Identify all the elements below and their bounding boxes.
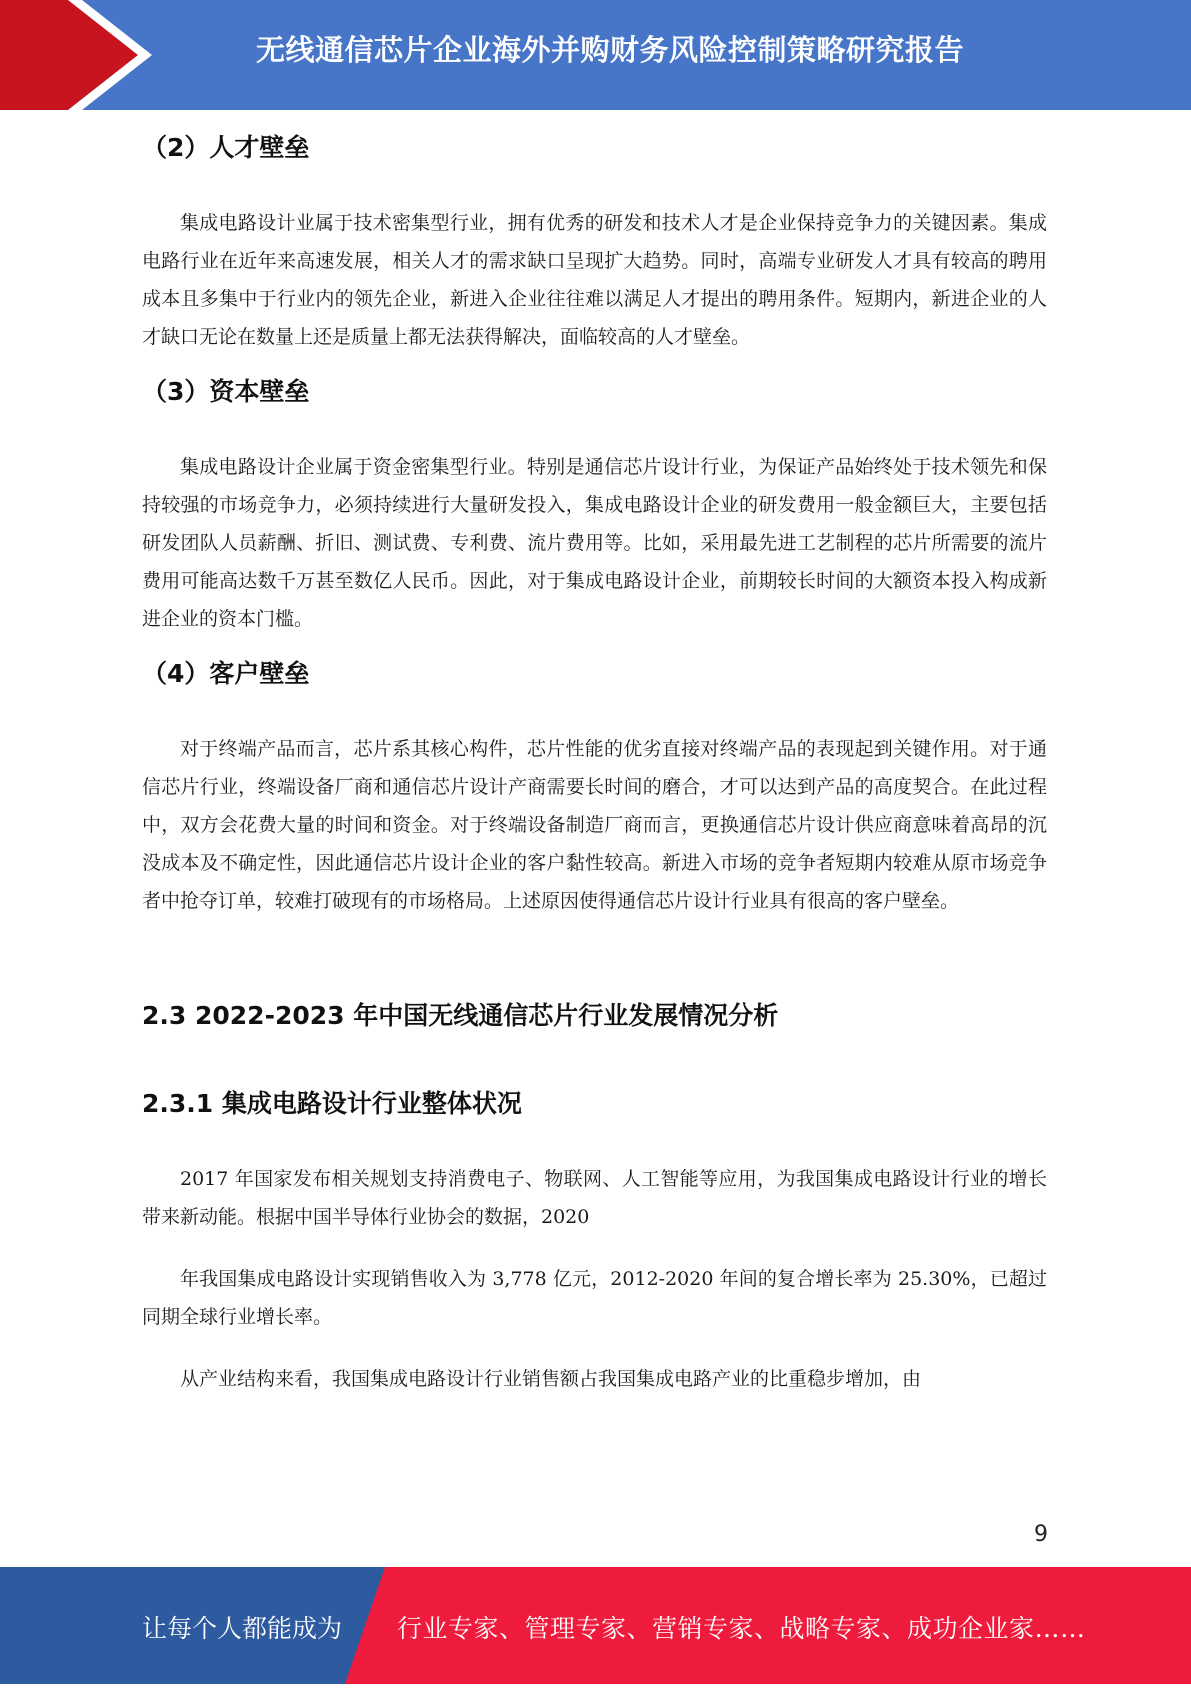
heading-capital-barrier: （3）资本壁垒 <box>142 377 310 406</box>
page-content <box>142 118 1047 1398</box>
paragraph-ic-design-2: 年我国集成电路设计实现销售收入为 3,778 亿元，2012-2020 年间的复合增长率为 25.30%，已超过同期全球行业增长率。 <box>142 1268 1047 1328</box>
paragraph-ic-design-1: 2017 年国家发布相关规划支持消费电子、物联网、人工智能等应用，为我国集成电路设计行业的增长带来新动能。根据中国半导体行业协会的数据，2020 <box>142 1168 1047 1228</box>
page-footer <box>0 1567 1191 1684</box>
footer-slogan-right: 行业专家、管理专家、营销专家、战略专家、成功企业家…… <box>397 1614 1086 1643</box>
page-header <box>0 0 1191 110</box>
heading-customer-barrier: （4）客户壁垒 <box>142 659 310 688</box>
report-title: 无线通信芯片企业海外并购财务风险控制策略研究报告 <box>255 33 964 67</box>
heading-talent-barrier: （2）人才壁垒 <box>142 133 310 162</box>
section-heading-2-3: 2.3 2022-2023 年中国无线通信芯片行业发展情况分析 <box>142 1001 779 1030</box>
paragraph-talent-barrier: 集成电路设计业属于技术密集型行业，拥有优秀的研发和技术人才是企业保持竞争力的关键因素。集成电路行业在近年来高速发展，相关人才的需求缺口呈现扩大趋势。同时，高端专业研发人才具有较高的聘用成本且多集中于行业内的领先企业，新进入企业往往难以满足人才提出的聘用条件。短期内，新进企业的人才缺口无论在数量上还是质量上都无法获得解决，面临较高的人才壁垒。 <box>142 212 1047 348</box>
header-chevron-decoration <box>0 0 200 110</box>
paragraph-capital-barrier: 集成电路设计企业属于资金密集型行业。特别是通信芯片设计行业，为保证产品始终处于技术领先和保持较强的市场竞争力，必须持续进行大量研发投入，集成电路设计企业的研发费用一般金额巨大，主要包括研发团队人员薪酬、折旧、测试费、专利费、流片费用等。比如，采用最先进工艺制程的芯片所需要的流片费用可能高达数千万甚至数亿人民币。因此，对于集成电路设计企业，前期较长时间的大额资本投入构成新进企业的资本门槛。 <box>142 456 1047 630</box>
footer-slogan-left: 让每个人都能成为 <box>142 1614 343 1643</box>
section-heading-2-3-1: 2.3.1 集成电路设计行业整体状况 <box>142 1089 522 1118</box>
paragraph-customer-barrier: 对于终端产品而言，芯片系其核心构件，芯片性能的优劣直接对终端产品的表现起到关键作用。对于通信芯片行业，终端设备厂商和通信芯片设计产商需要长时间的磨合，才可以达到产品的高度契合。在此过程中，双方会花费大量的时间和资金。对于终端设备制造厂商而言，更换通信芯片设计供应商意味着高昂的沉没成本及不确定性，因此通信芯片设计企业的客户黏性较高。新进入市场的竞争者短期内较难从原市场竞争者中抢夺订单，较难打破现有的市场格局。上述原因使得通信芯片设计行业具有很高的客户壁垒。 <box>142 738 1047 912</box>
page-number: 9 <box>1034 1522 1048 1547</box>
paragraph-ic-design-3: 从产业结构来看，我国集成电路设计行业销售额占我国集成电路产业的比重稳步增加，由 <box>180 1368 922 1390</box>
